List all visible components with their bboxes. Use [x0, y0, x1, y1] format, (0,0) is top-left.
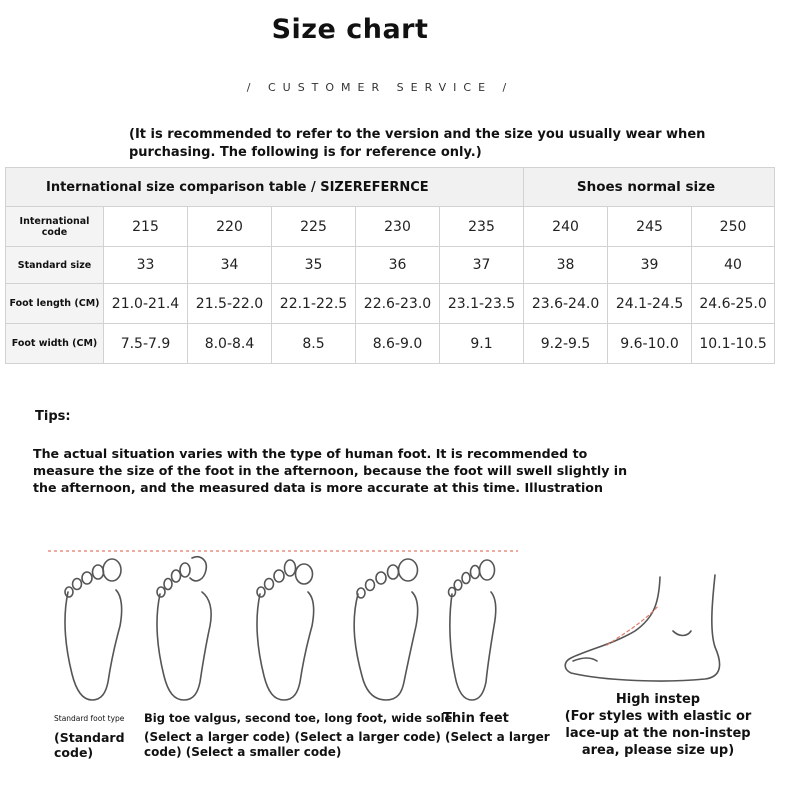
table-cell: 9.6-10.0	[608, 324, 692, 364]
row-label-international-code: International code	[6, 207, 104, 247]
caption-standard-code-line1: (Standard	[54, 730, 125, 745]
caption-select-code-line2: code) (Select a smaller code)	[144, 745, 342, 759]
table-cell: 21.5-22.0	[188, 284, 272, 324]
caption-high-instep	[548, 691, 768, 759]
table-row	[6, 324, 775, 364]
table-cell: 39	[608, 247, 692, 284]
table-cell: 250	[692, 207, 775, 247]
table-cell: 215	[104, 207, 188, 247]
table-row	[6, 247, 775, 284]
table-cell: 35	[272, 247, 356, 284]
caption-foot-types: Big toe valgus, second toe, long foot, wide sole	[144, 711, 453, 725]
table-cell: 24.1-24.5	[608, 284, 692, 324]
table-cell: 37	[440, 247, 524, 284]
high-instep-note: (For styles with elastic or lace-up at the non-instep area, please size up)	[564, 709, 752, 758]
row-label-foot-width: Foot width (CM)	[6, 324, 104, 364]
table-header-title: International size comparison table / SIZEREFERNCE	[6, 168, 524, 207]
second-toe-foot-icon	[257, 560, 314, 700]
thin-foot-icon	[449, 560, 496, 700]
row-label-foot-length: Foot length (CM)	[6, 284, 104, 324]
table-header-shoes-normal-size: Shoes normal size	[524, 168, 775, 207]
table-row	[6, 207, 775, 247]
high-instep-title: High instep	[615, 692, 701, 707]
table-cell: 240	[524, 207, 608, 247]
caption-select-code-line1: (Select a larger code) (Select a larger code) (Select a larger	[144, 730, 550, 744]
table-cell: 225	[272, 207, 356, 247]
tips-label: Tips:	[35, 409, 71, 424]
high-instep-foot-icon	[555, 565, 755, 695]
table-cell: 7.5-7.9	[104, 324, 188, 364]
standard-foot-icon	[65, 559, 122, 700]
table-cell: 23.1-23.5	[440, 284, 524, 324]
table-cell: 38	[524, 247, 608, 284]
table-cell: 40	[692, 247, 775, 284]
table-cell: 245	[608, 207, 692, 247]
table-row	[6, 284, 775, 324]
table-cell: 22.6-23.0	[356, 284, 440, 324]
table-cell: 235	[440, 207, 524, 247]
table-cell: 220	[188, 207, 272, 247]
big-toe-valgus-foot-icon	[157, 557, 211, 700]
table-cell: 8.0-8.4	[188, 324, 272, 364]
wide-sole-foot-icon	[354, 559, 417, 700]
customer-service-subtitle: / CUSTOMER SERVICE /	[246, 81, 514, 94]
table-header-row	[6, 168, 775, 207]
page-title: Size chart	[271, 14, 429, 45]
table-cell: 9.1	[440, 324, 524, 364]
table-cell: 33	[104, 247, 188, 284]
table-cell: 21.0-21.4	[104, 284, 188, 324]
table-cell: 9.2-9.5	[524, 324, 608, 364]
table-cell: 22.1-22.5	[272, 284, 356, 324]
foot-types-illustration	[40, 548, 530, 713]
table-cell: 34	[188, 247, 272, 284]
table-cell: 10.1-10.5	[692, 324, 775, 364]
size-comparison-table	[5, 167, 775, 364]
caption-standard-foot-type: Standard foot type	[54, 714, 125, 723]
table-cell: 8.6-9.0	[356, 324, 440, 364]
row-label-standard-size: Standard size	[6, 247, 104, 284]
caption-thin-feet: Thin feet	[443, 711, 509, 726]
reference-note: (It is recommended to refer to the version and the size you usually wear when purchasing. The following is for reference only.)	[129, 127, 706, 160]
tips-text: The actual situation varies with the type of human foot. It is recommended to measure the size of the foot in the afternoon, because the foot will swell slightly in the afternoon, and the measured data is more accurate at this time. Illustration	[33, 446, 628, 495]
table-cell: 36	[356, 247, 440, 284]
table-cell: 24.6-25.0	[692, 284, 775, 324]
caption-standard-code-line2: code)	[54, 745, 94, 760]
table-cell: 8.5	[272, 324, 356, 364]
table-cell: 230	[356, 207, 440, 247]
table-cell: 23.6-24.0	[524, 284, 608, 324]
